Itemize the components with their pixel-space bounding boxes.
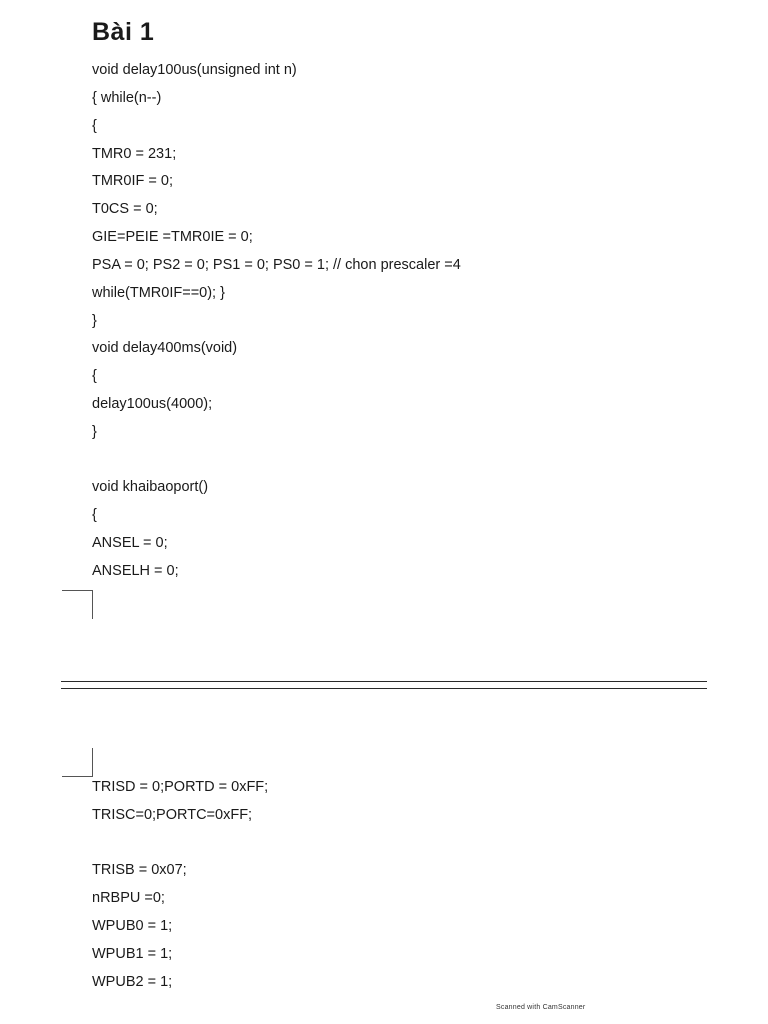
code-line: PSA = 0; PS2 = 0; PS1 = 0; PS0 = 1; // chon prescaler =4 bbox=[92, 257, 461, 273]
code-line: TMR0IF = 0; bbox=[92, 173, 173, 189]
code-line: ANSEL = 0; bbox=[92, 535, 168, 551]
page-break-divider bbox=[61, 681, 707, 689]
code-line: while(TMR0IF==0); } bbox=[92, 285, 225, 301]
code-line: TRISD = 0;PORTD = 0xFF; bbox=[92, 779, 269, 795]
code-line: TRISB = 0x07; bbox=[92, 862, 187, 878]
code-line: WPUB0 = 1; bbox=[92, 918, 173, 934]
code-line: { bbox=[92, 507, 97, 523]
code-line: void delay100us(unsigned int n) bbox=[92, 62, 297, 78]
document-title: Bài 1 bbox=[92, 18, 155, 46]
page-margin-mark-bottom bbox=[62, 748, 93, 777]
code-line: { bbox=[92, 118, 97, 134]
code-line: nRBPU =0; bbox=[92, 890, 165, 906]
code-line: } bbox=[92, 424, 97, 440]
code-line: GIE=PEIE =TMR0IE = 0; bbox=[92, 229, 253, 245]
code-line: { bbox=[92, 368, 97, 384]
code-line: WPUB2 = 1; bbox=[92, 974, 173, 990]
code-line: ANSELH = 0; bbox=[92, 563, 179, 579]
code-line: TMR0 = 231; bbox=[92, 146, 177, 162]
code-line: void khaibaoport() bbox=[92, 479, 209, 495]
code-line: void delay400ms(void) bbox=[92, 340, 238, 356]
code-line: } bbox=[92, 313, 97, 329]
code-line: delay100us(4000); bbox=[92, 396, 213, 412]
code-line: { while(n--) bbox=[92, 90, 162, 106]
code-line: TRISC=0;PORTC=0xFF; bbox=[92, 807, 253, 823]
code-line: T0CS = 0; bbox=[92, 201, 158, 217]
page-margin-mark-top bbox=[62, 590, 93, 619]
scanner-watermark: Scanned with CamScanner bbox=[496, 1004, 586, 1011]
code-line: WPUB1 = 1; bbox=[92, 946, 173, 962]
